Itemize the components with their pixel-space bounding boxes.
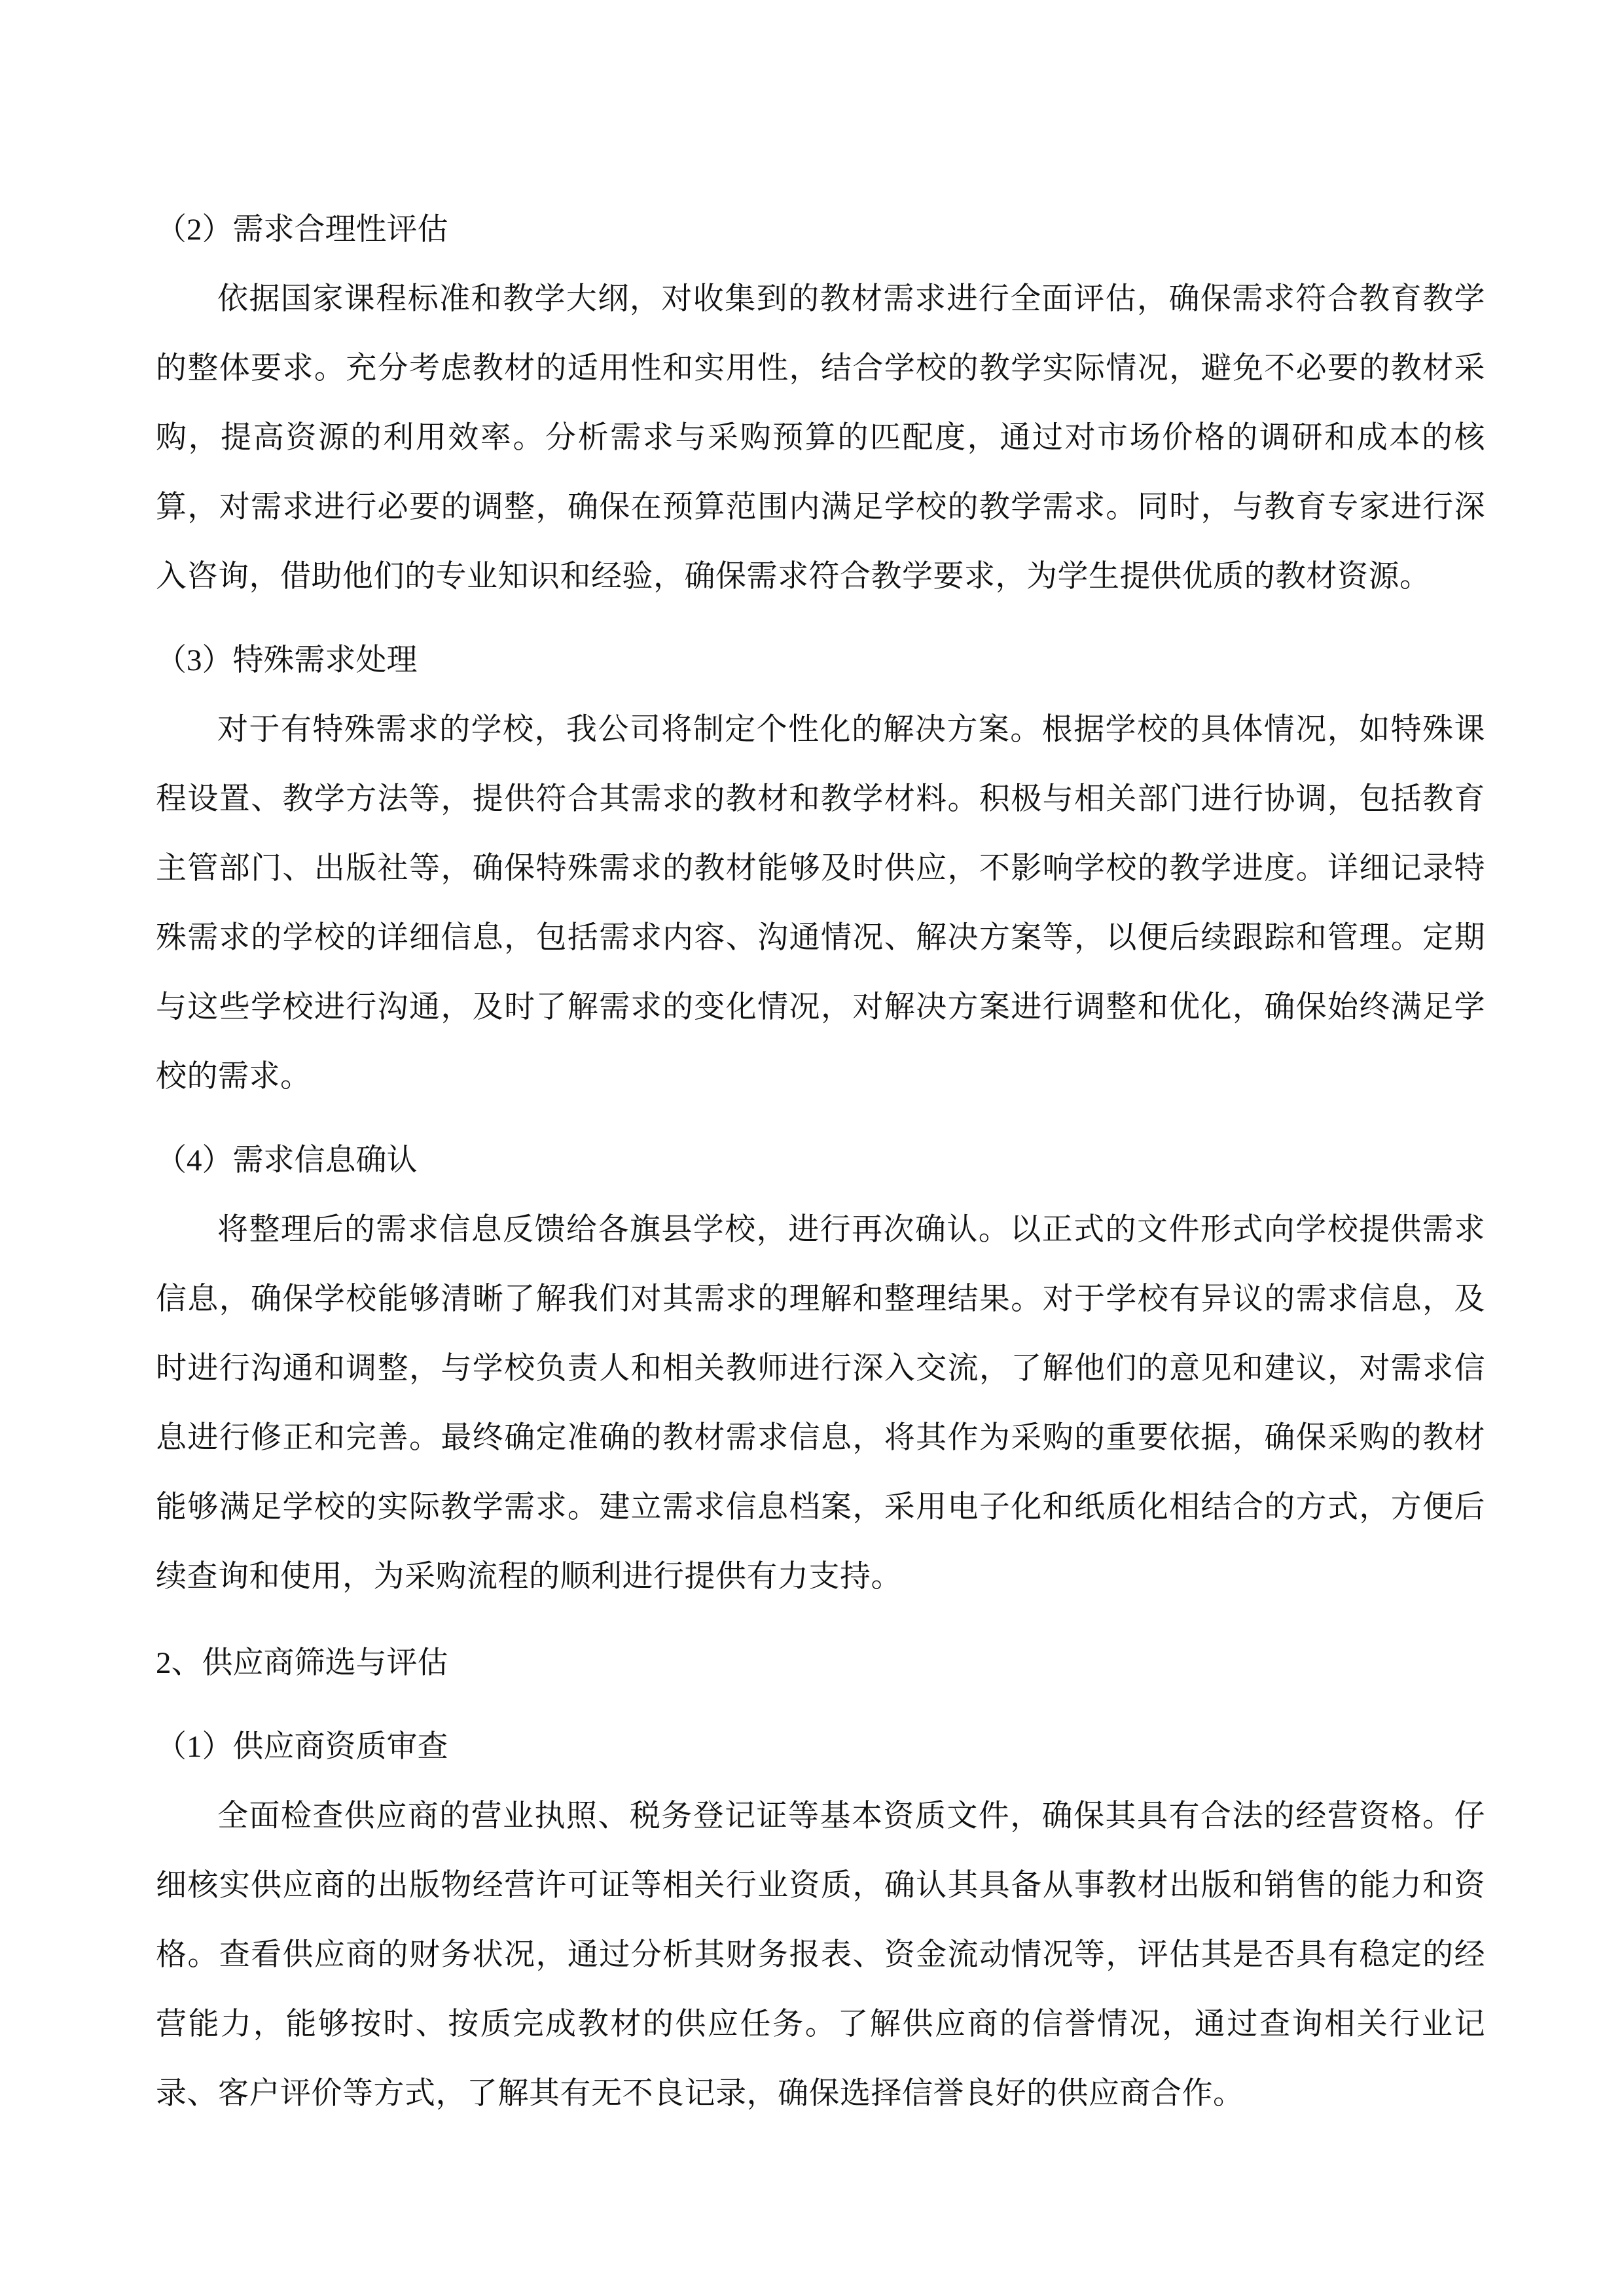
section-heading-requirement-rationality: （2）需求合理性评估 (156, 213, 448, 247)
section-heading-supplier-qualification: （1）供应商资质审查 (156, 1730, 448, 1764)
paragraph-requirement-confirmation: 将整理后的需求信息反馈给各旗县学校，进行再次确认。以正式的文件形式向学校提供需求信息，确保学校能够清晰了解我们对其需求的理解和整理结果。对于学校有异议的需求信息，及时进行沟通和调整，与学校负责人和相关教师进行深入交流，了解他们的意见和建议，对需求信息进行修正和完善。最终确定准确的教材需求信息，将其作为采购的重要依据，确保采购的教材能够满足学校的实际教学需求。建立需求信息档案，采用电子化和纸质化相结合的方式，方便后续查询和使用，为采购流程的顺利进行提供有力支持。 (156, 1213, 1485, 1594)
chapter-heading-supplier-screening: 2、供应商筛选与评估 (156, 1646, 448, 1680)
section-heading-requirement-confirmation: （4）需求信息确认 (156, 1143, 418, 1177)
paragraph-supplier-qualification: 全面检查供应商的营业执照、税务登记证等基本资质文件，确保其具有合法的经营资格。仔细核实供应商的出版物经营许可证等相关行业资质，确认其具备从事教材出版和销售的能力和资格。查看供应商的财务状况，通过分析其财务报表、资金流动情况等，评估其是否具有稳定的经营能力，能够按时、按质完成教材的供应任务。了解供应商的信誉情况，通过查询相关行业记录、客户评价等方式，了解其有无不良记录，确保选择信誉良好的供应商合作。 (156, 1799, 1485, 2111)
section-heading-special-needs: （3）特殊需求处理 (156, 643, 418, 677)
paragraph-special-needs: 对于有特殊需求的学校，我公司将制定个性化的解决方案。根据学校的具体情况，如特殊课程设置、教学方法等，提供符合其需求的教材和教学材料。积极与相关部门进行协调，包括教育主管部门、出版社等，确保特殊需求的教材能够及时供应，不影响学校的教学进度。详细记录特殊需求的学校的详细信息，包括需求内容、沟通情况、解决方案等，以便后续跟踪和管理。定期与这些学校进行沟通，及时了解需求的变化情况，对解决方案进行调整和优化，确保始终满足学校的需求。 (156, 713, 1485, 1094)
paragraph-requirement-rationality: 依据国家课程标准和教学大纲，对收集到的教材需求进行全面评估，确保需求符合教育教学的整体要求。充分考虑教材的适用性和实用性，结合学校的教学实际情况，避免不必要的教材采购，提高资源的利用效率。分析需求与采购预算的匹配度，通过对市场价格的调研和成本的核算，对需求进行必要的调整，确保在预算范围内满足学校的教学需求。同时，与教育专家进行深入咨询，借助他们的专业知识和经验，确保需求符合教学要求，为学生提供优质的教材资源。 (156, 282, 1485, 594)
